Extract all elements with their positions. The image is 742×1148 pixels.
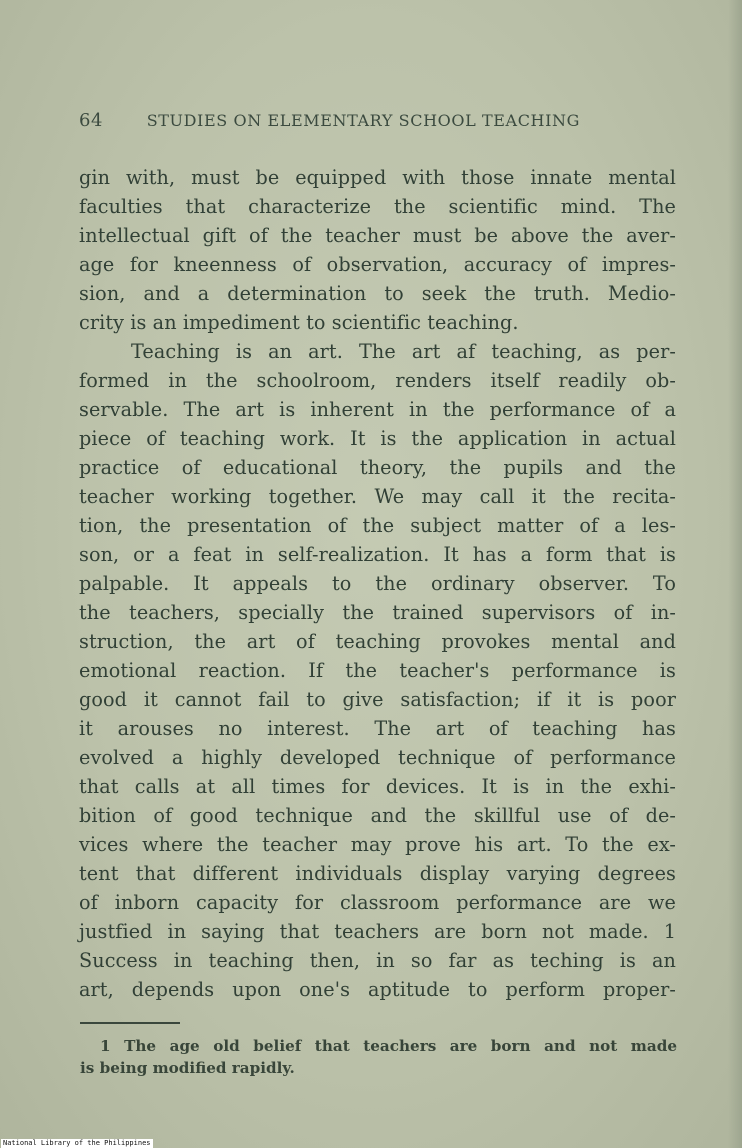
text-line: gin with, must be equipped with those innate mental (79, 166, 676, 189)
text-line: justfied in saying that teachers are born not made. 1 (79, 920, 676, 943)
text-line: struction, the art of teaching provokes mental and (79, 630, 676, 653)
text-line: palpable. It appeals to the ordinary observer. To (79, 572, 676, 595)
text-line: teacher working together. We may call it the recita- (79, 485, 676, 508)
text-line: tion, the presentation of the subject matter of a les- (79, 514, 676, 537)
footnote-divider (80, 1022, 180, 1024)
text-line: intellectual gift of the teacher must be above the aver- (79, 224, 676, 247)
text-line: sion, and a determination to seek the truth. Medio- (79, 282, 676, 305)
text-line: that calls at all times for devices. It is in the exhi- (79, 775, 676, 798)
text-line: art, depends upon one's aptitude to perform proper- (79, 978, 676, 1001)
page-edge-shadow (728, 0, 742, 1148)
text-line: of inborn capacity for classroom performance are we (79, 891, 676, 914)
text-line: son, or a feat in self-realization. It has a form that is (79, 543, 676, 566)
text-line: good it cannot fail to give satisfaction; if it is poor (79, 688, 676, 711)
text-line: emotional reaction. If the teacher's performance is (79, 659, 676, 682)
footnote-line: is being modified rapidly. (80, 1059, 295, 1077)
text-line: servable. The art is inherent in the performance of a (79, 398, 676, 421)
footnote (80, 1035, 677, 1079)
text-line: Teaching is an art. The art af teaching, as per- (131, 340, 676, 363)
text-line: it arouses no interest. The art of teaching has (79, 717, 676, 740)
text-line: crity is an impediment to scientific teaching. (79, 311, 519, 334)
text-line: the teachers, specially the trained supervisors of in- (79, 601, 676, 624)
page-number: 64 (79, 110, 104, 131)
text-line: Success in teaching then, in so far as teching is an (79, 949, 676, 972)
text-line: evolved a highly developed technique of performance (79, 746, 676, 769)
body-text (79, 163, 676, 1004)
library-credit: National Library of the Philippines (3, 1139, 151, 1147)
text-line: tent that different individuals display varying degrees (79, 862, 676, 885)
running-header (79, 110, 639, 131)
text-line: vices where the teacher may prove his art. To the ex- (79, 833, 676, 856)
text-line: practice of educational theory, the pupils and the (79, 456, 676, 479)
running-title: STUDIES ON ELEMENTARY SCHOOL TEACHING (146, 111, 580, 130)
text-line: formed in the schoolroom, renders itself readily ob- (79, 369, 676, 392)
footnote-line: 1 The age old belief that teachers are born and not made (100, 1037, 677, 1055)
text-line: faculties that characterize the scientific mind. The (79, 195, 676, 218)
text-line: bition of good technique and the skillful use of de- (79, 804, 676, 827)
text-line: piece of teaching work. It is the application in actual (79, 427, 676, 450)
text-line: age for kneenness of observation, accuracy of impres- (79, 253, 676, 276)
